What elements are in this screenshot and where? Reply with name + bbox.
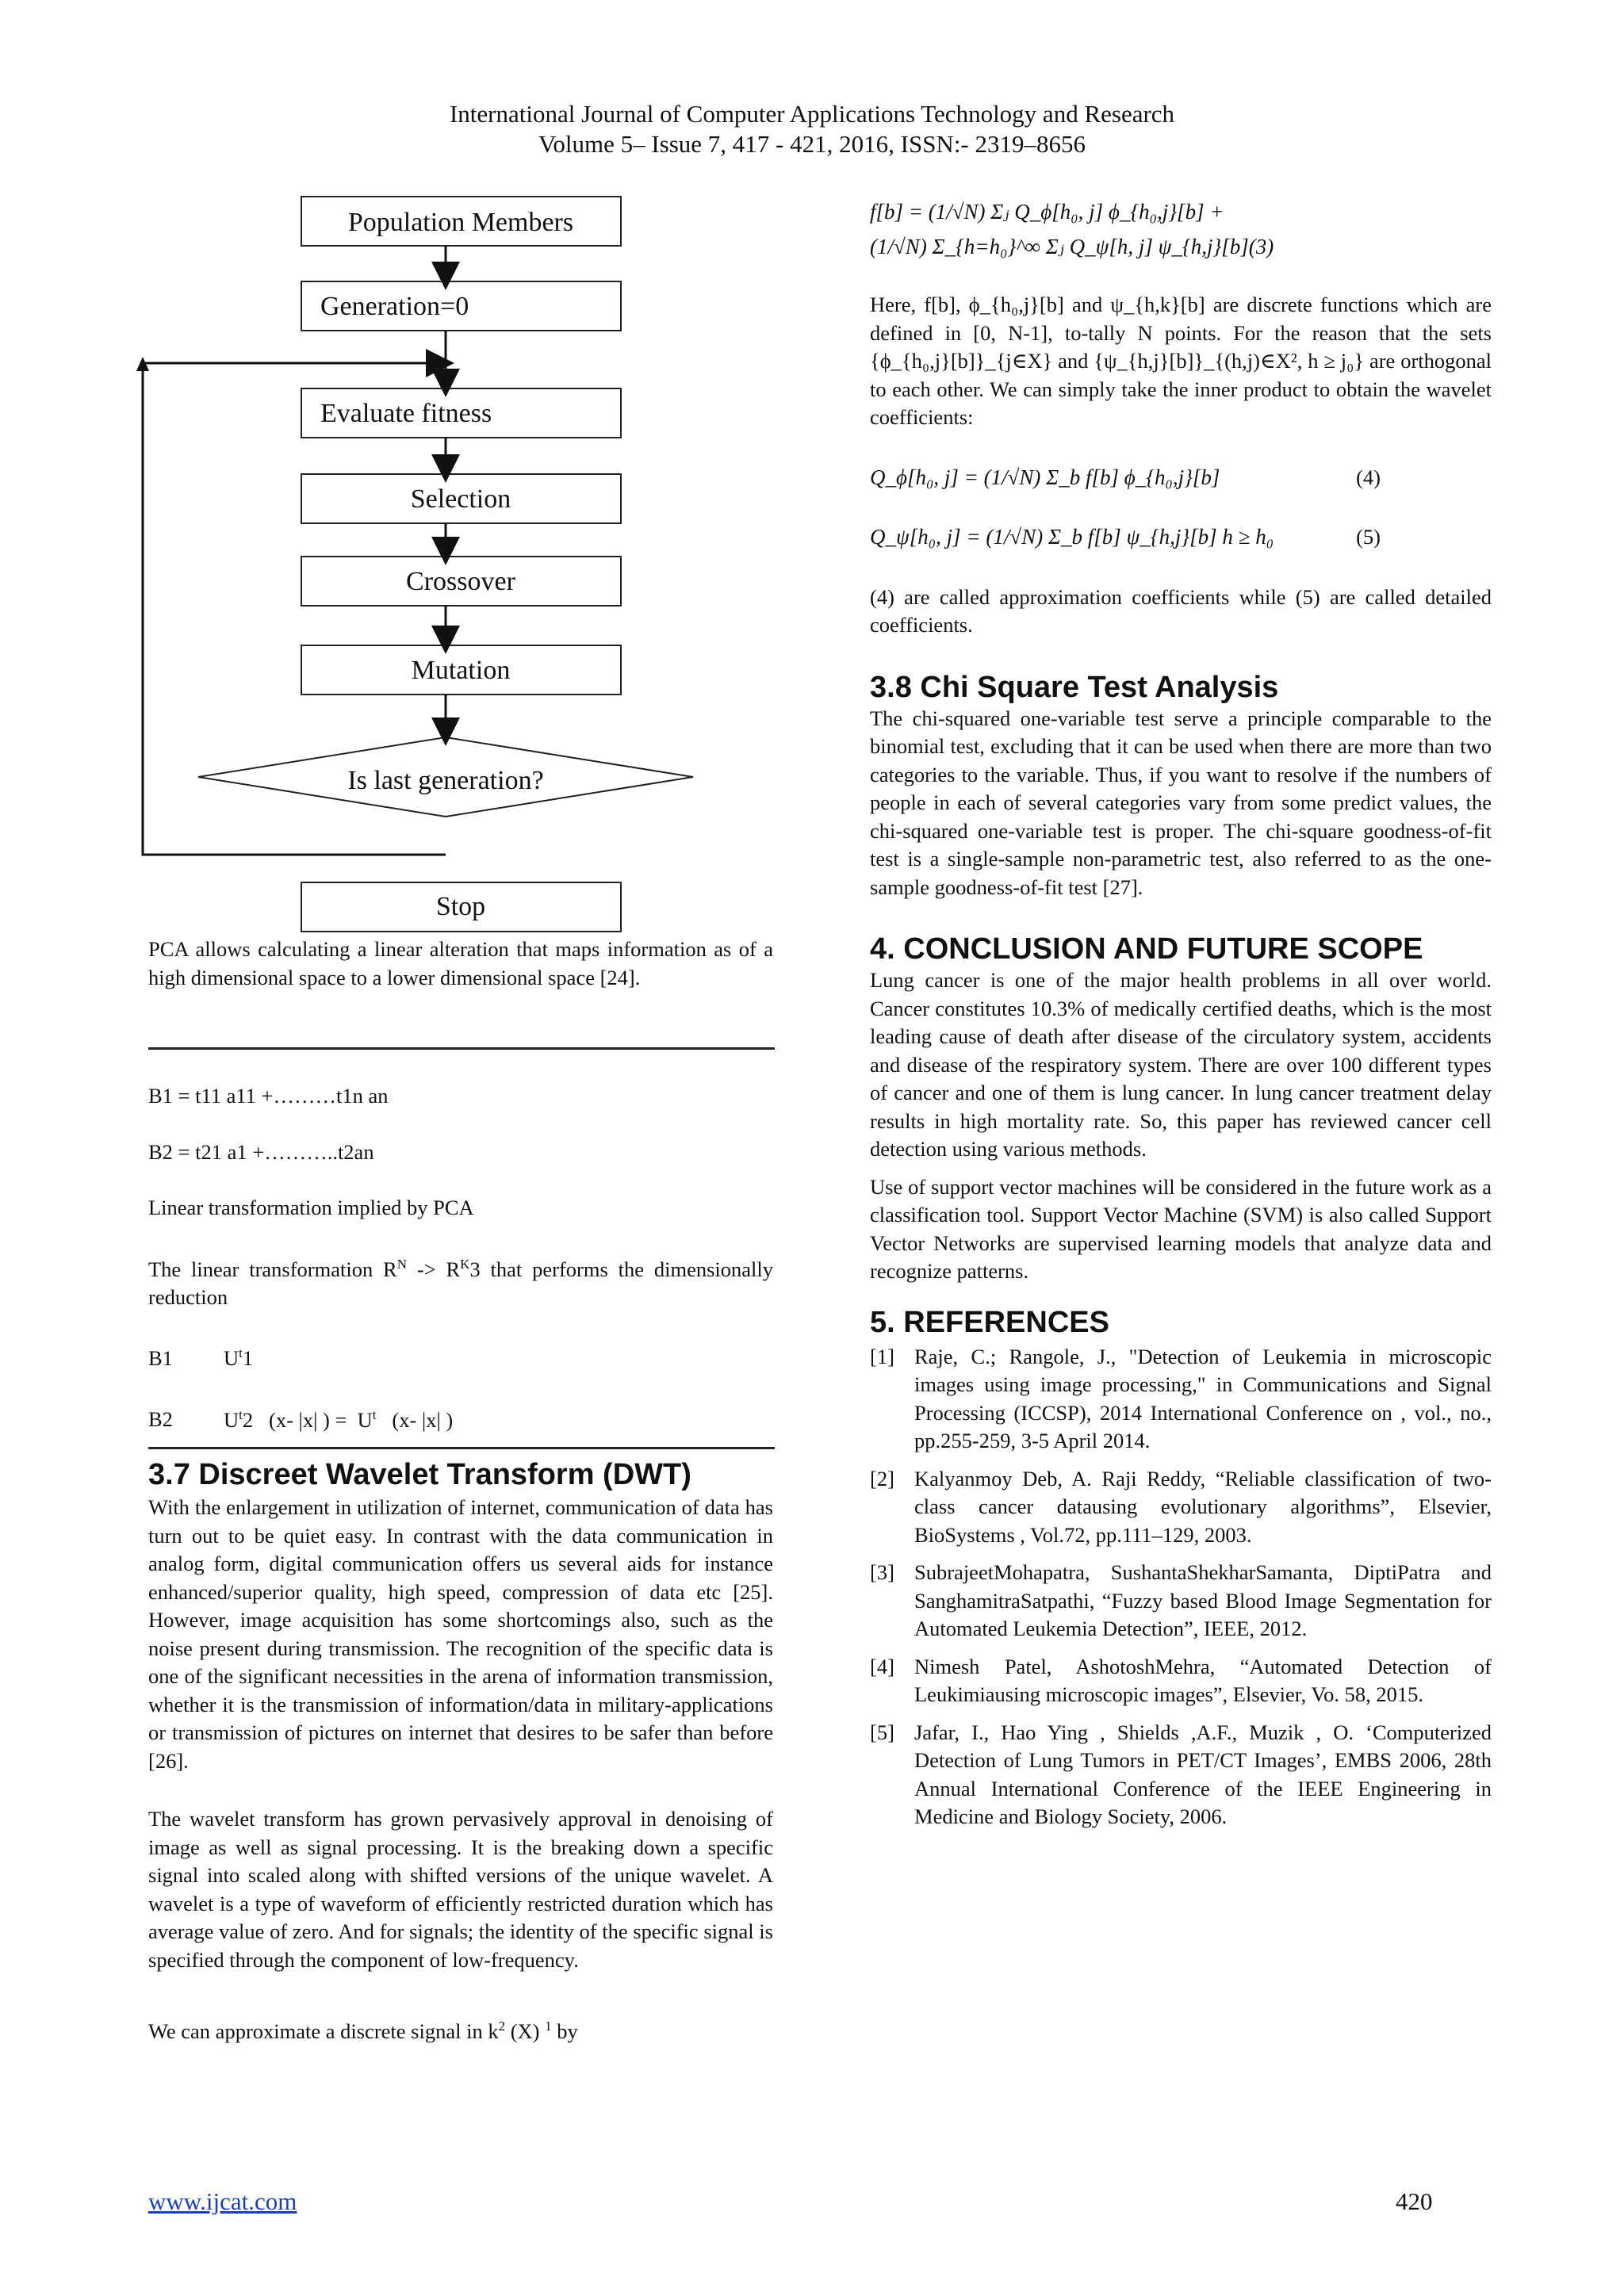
section-4-para1: Lung cancer is one of the major health problems in all over world. Cancer constitutes 10.3% of medically certified deaths, which is the most leading cause of death after disease of the circulatory system, accidents and disease of the respiratory system. There are over 100 different types of cancer and one of them is lung cancer. In lung cancer treatment delay results in high mortality rate. So, this paper has reviewed cancer cell detection using various methods. — [870, 968, 1492, 1161]
reference-item: [2] Kalyanmoy Deb, A. Raji Reddy, “Reliable classification of two-class cancer datausing evolutionary algorithms”, Elsevier, BioSystems , Vol.72, pp.111–129, 2003. — [870, 1466, 1492, 1547]
reference-item: [3] SubrajeetMohapatra, SushantaShekharSamanta, DiptiPatra and SanghamitraSatpathi, “Fuzzy based Blood Image Segmentation for Automated Leukemia Detection”, IEEE, 2012. — [870, 1560, 1492, 1640]
right-column — [870, 198, 1492, 1841]
pca-equations — [148, 1082, 773, 1434]
section-5-title: 5. REFERENCES — [870, 1305, 1109, 1339]
page-number: 420 — [1396, 2187, 1433, 2215]
equation-3-line2: (1/√N) Σ_{h=h₀}^∞ Σⱼ Q_ψ[h, j] ψ_{h,j}[b](3) — [870, 234, 1274, 258]
mutation-label: Mutation — [411, 656, 511, 685]
here-paragraph: Here, f[b], ϕ_{h₀,j}[b] and ψ_{h,k}[b] are discrete functions which are defined in [0, N-1], to-tally N points. For the reason that the sets {ϕ_{h₀,j}[b]}_{j∈X} and {ψ_{h,j}[b]}_{(h,j)∈X², h ≥ j₀} are orthogonal to each other. We can simply take the inner product to obtain the wavelet coefficients: — [870, 293, 1492, 429]
generation-label: Generation=0 — [320, 292, 469, 321]
section-3-8-title: 3.8 Chi Square Test Analysis — [870, 670, 1279, 704]
reference-item: [1] Raje, C.; Rangole, J., "Detection of Leukemia in microscopic images using image processing," in Communications and Signal Processing (ICCSP), 2014 International Conference on , vol., no., pp.255-259, 3-5 April 2014. — [870, 1344, 1492, 1452]
linear-implied: Linear transformation implied by PCA — [148, 1196, 474, 1219]
section-3-8-para: The chi-squared one-variable test serve a principle comparable to the binomial test, excluding that it can be used when there are more than two categories to the variable. Thus, if you want to resolve if the numbers of people in each of several categories vary from some predict values, the chi-squared one-variable test is proper. The chi-square goodness-of-fit test is a single-sample non-parametric test, also referred to as the one-sample goodness-of-fit test [27]. — [870, 706, 1492, 899]
section-3-7-para2: The wavelet transform has grown pervasively approval in denoising of image as well as signal processing. It is the breaking down a specific signal into scaled along with shifted versions of the unique wavelet. A wavelet is a type of waveform of efficiently restricted duration which has average value of zero. And for signals; the identity of the specific signal is specified through the component of low-frequency. — [148, 1807, 773, 1972]
divider-bottom — [148, 1447, 775, 1449]
references-list — [870, 1343, 1492, 1831]
u-b1-row: B1 $U^t1$ — [148, 1345, 254, 1371]
equation-4: Q_ϕ[h₀, j] = (1/√N) Σ_b f[b] ϕ_{h₀,j}[b] (4) — [870, 465, 1381, 489]
decision-label: Is last generation? — [347, 766, 544, 795]
coefficient-paragraph: (4) are called approximation coefficients while (5) are called detailed coefficients. — [870, 584, 1492, 637]
section-4-para2: Use of support vector machines will be considered in the future work as a classification tool. Support Vector Machine (SVM) is also called Support Vector Networks are supervised learning models that analyze data and recognize patterns. — [870, 1174, 1492, 1283]
section-3-7 — [148, 1457, 773, 2067]
b2-equation: B2 = t21 a1 +………..t2an — [148, 1139, 374, 1164]
section-4-title: 4. CONCLUSION AND FUTURE SCOPE — [870, 932, 1423, 966]
section-3-7-para1: With the enlargement in utilization of internet, communication of data has turn out to be quiet easy. In contrast with the data communication in analog form, digital communication offers us several aids for instance enhanced/superior quality, high speed, compression of data etc [25]. However, image acquisition has some shortcomings also, such as the noise present during transmission. The recognition of the specific data is one of the significant necessities in the arena of information transmission, whether it is the transmission of information/data in military-applications or transmission of pictures on internet that desires to be safer than before [26]. — [148, 1495, 773, 1773]
equation-5: Q_ψ[h₀, j] = (1/√N) Σ_b f[b] ψ_{h,j}[b] h ≥ h₀ (5) — [870, 525, 1381, 549]
journal-title: International Journal of Computer Applications Technology and Research — [449, 100, 1175, 128]
ga-flowchart — [127, 190, 714, 936]
u-b2-row: B2 $U^t2$ (x- |x| ) = $U^t$ (x- |x| ) — [148, 1406, 454, 1432]
stop-label: Stop — [435, 892, 486, 921]
journal-header — [0, 99, 1624, 159]
crossover-label: Crossover — [406, 567, 515, 596]
left-column — [148, 936, 773, 992]
evaluate-label: Evaluate fitness — [320, 399, 492, 428]
approx-signal: We can approximate a discrete signal in $k^2$ (X) $^1$ by — [148, 2019, 578, 2043]
population-label: Population Members — [347, 208, 574, 237]
linear-transformation: The linear transformation $R^N -> R^K3$ that performs the dimensionally reduction — [148, 1256, 773, 1309]
divider-top — [148, 1047, 775, 1050]
footer-url-link[interactable]: www.ijcat.com — [148, 2187, 297, 2215]
section-3-7-title: 3.7 Discreet Wavelet Transform (DWT) — [148, 1458, 691, 1491]
journal-volume: Volume 5– Issue 7, 417 - 421, 2016, ISSN:- 2319–8656 — [538, 130, 1086, 158]
pca-intro: PCA allows calculating a linear alteration that maps information as of a high dimensional space to a lower dimensional space [24]. — [148, 937, 773, 989]
b1-equation: B1 = t11 a11 +………t1n an — [148, 1084, 389, 1108]
selection-label: Selection — [410, 484, 511, 514]
reference-item: [4] Nimesh Patel, AshotoshMehra, “Automated Detection of Leukimiausing microscopic images”, Elsevier, Vo. 58, 2015. — [870, 1654, 1492, 1706]
equation-3-line1: f[b] = (1/√N) Σⱼ Q_ϕ[h₀, j] ϕ_{h₀,j}[b] + — [870, 200, 1224, 224]
reference-item: [5] Jafar, I., Hao Ying , Shields ,A.F., Muzik , O. ‘Computerized Detection of Lung Tumors in PET/CT Images’, EMBS 2006, 28th Annual International Conference of the IEEE Engineering in Medicine and Biology Society, 2006. — [870, 1720, 1492, 1828]
